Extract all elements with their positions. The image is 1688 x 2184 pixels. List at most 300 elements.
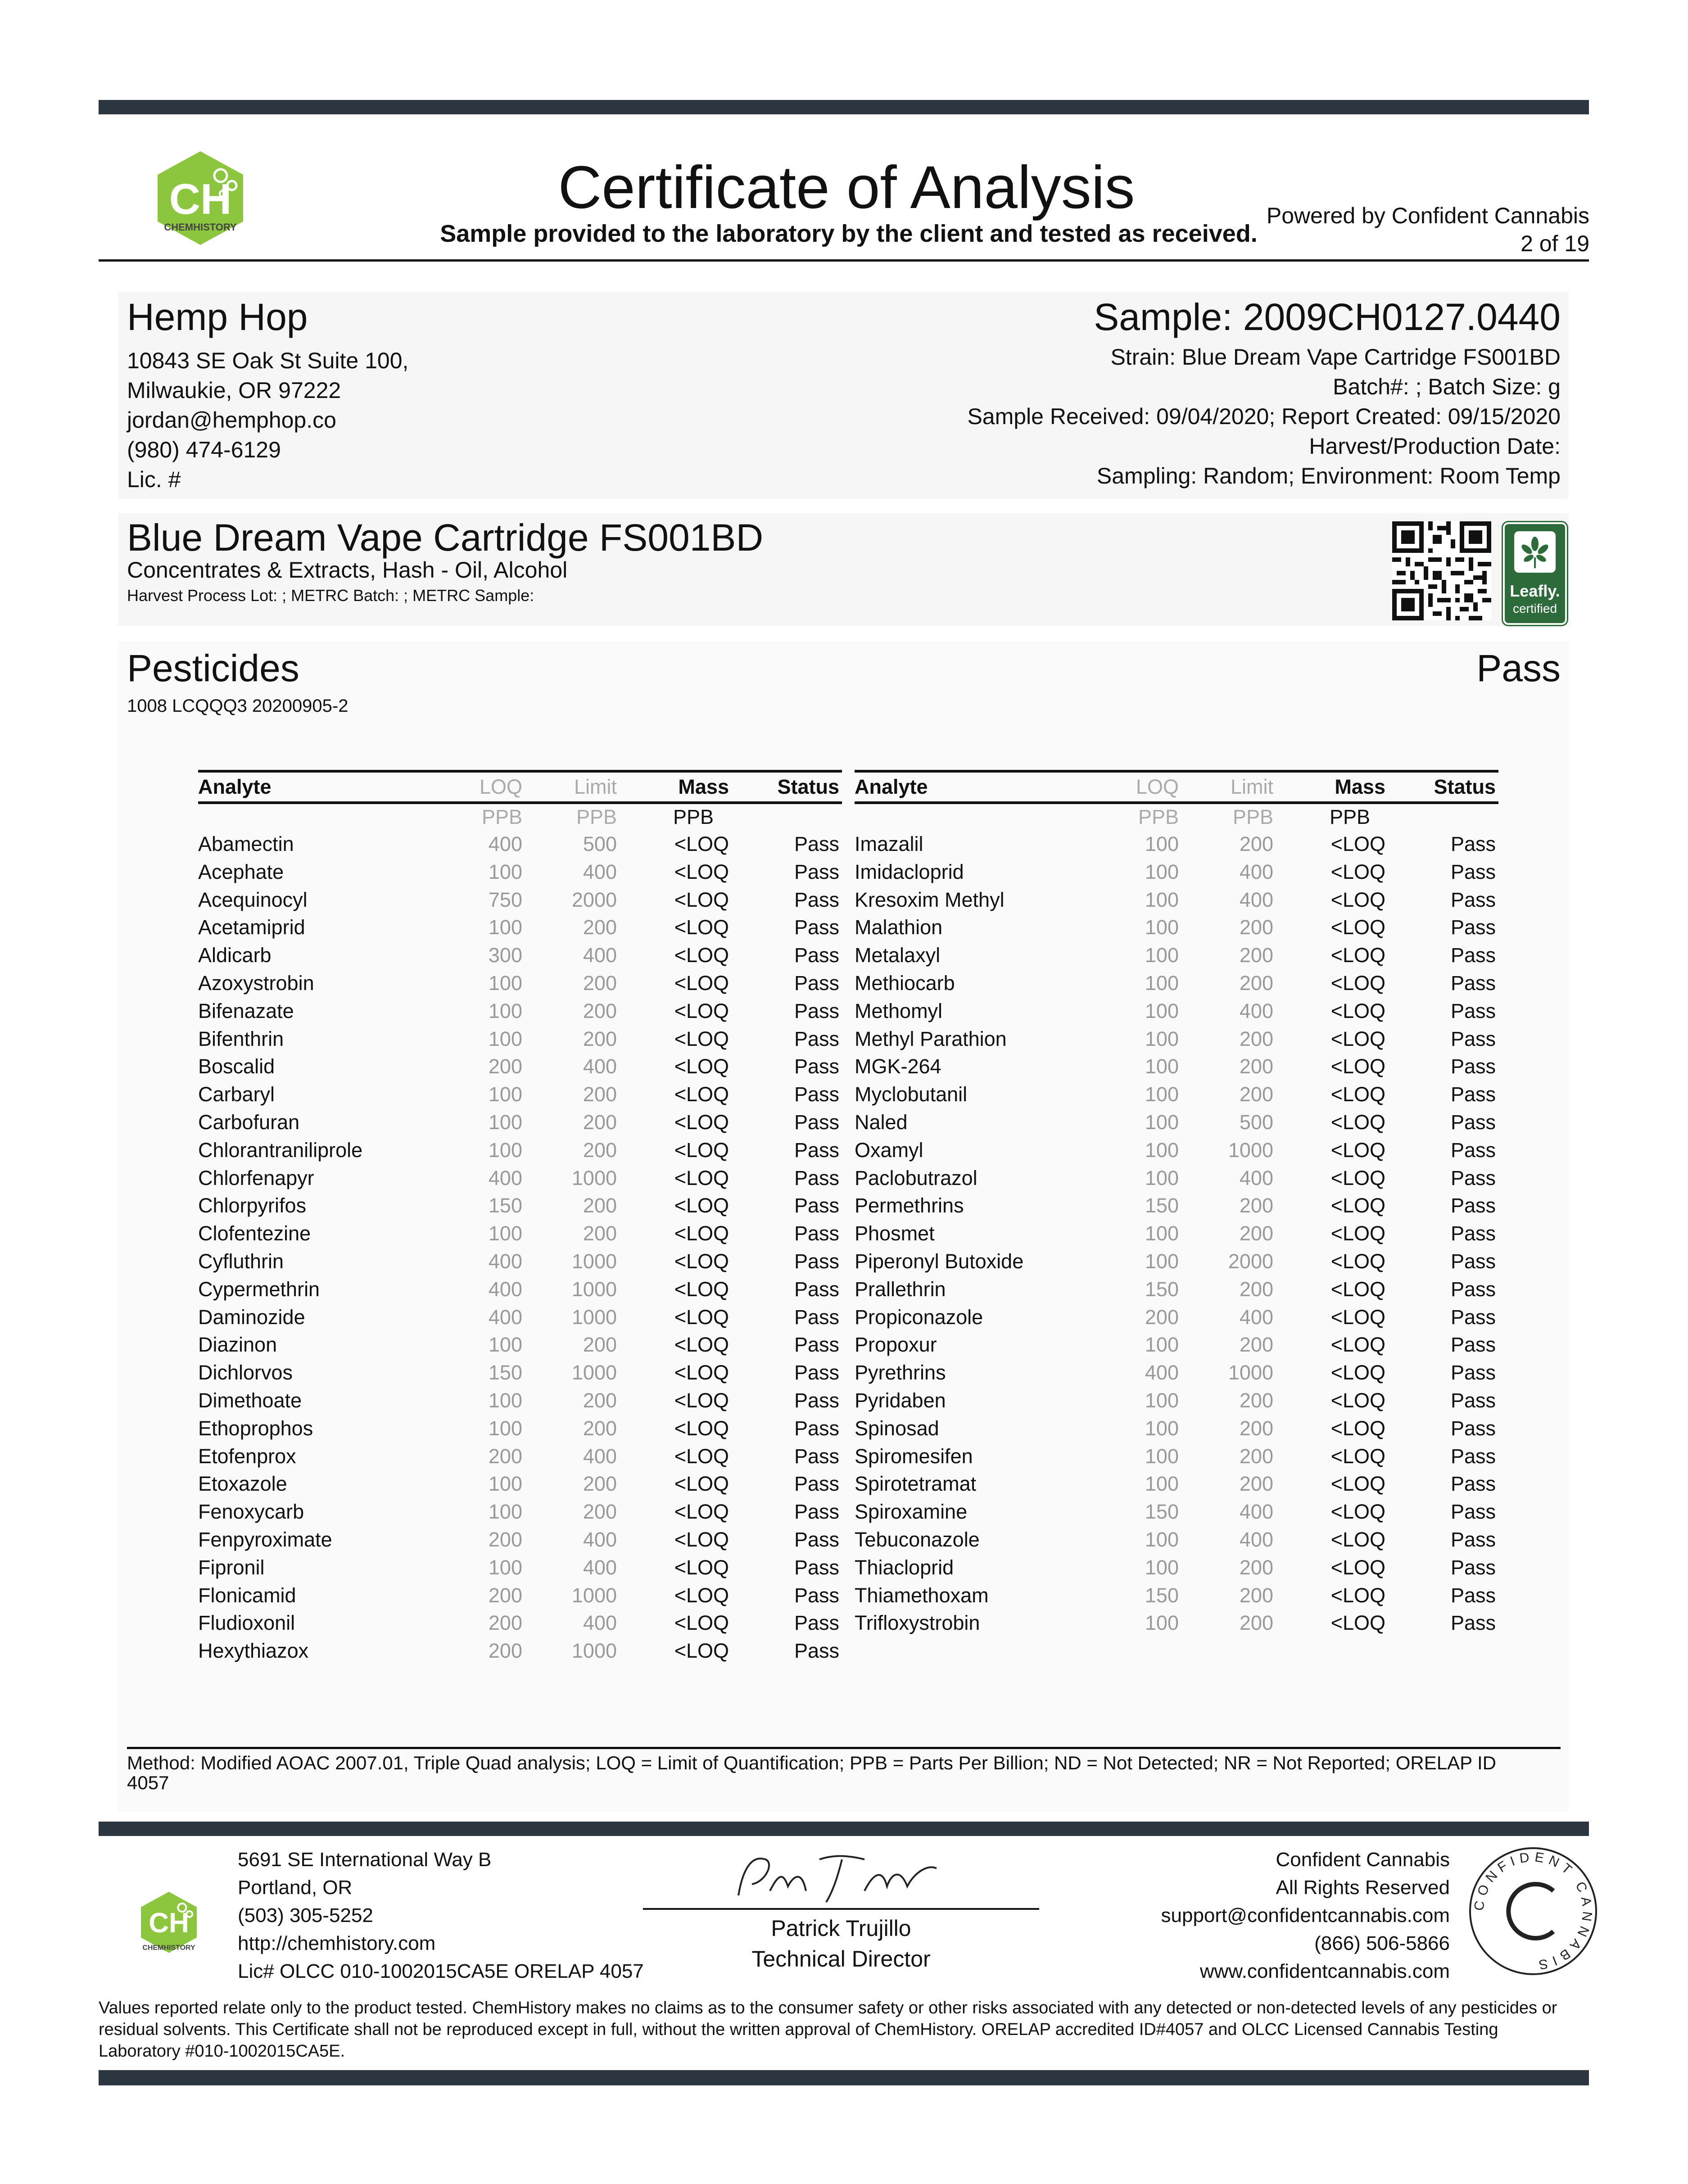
table-row — [855, 969, 1498, 997]
mass-cell: <LOQ — [674, 1138, 729, 1162]
col-loq: LOQ — [1134, 771, 1179, 803]
mass-cell: <LOQ — [674, 944, 729, 967]
mass-cell: <LOQ — [1330, 1528, 1385, 1551]
loq-cell: 150 — [1145, 1277, 1179, 1301]
limit-cell: 200 — [1239, 1611, 1273, 1635]
analyte-cell: Daminozide — [198, 1305, 305, 1329]
loq-cell: 400 — [488, 832, 522, 855]
table-row — [198, 1275, 842, 1303]
loq-cell: 400 — [488, 1277, 522, 1301]
analyte-cell: Piperonyl Butoxide — [855, 1249, 1024, 1273]
analyte-cell: Propoxur — [855, 1333, 937, 1357]
status-cell: Pass — [794, 832, 839, 855]
limit-cell: 200 — [1239, 832, 1273, 855]
cc-phone: (866) 506-5866 — [1314, 1932, 1450, 1954]
product-lots: Harvest Process Lot: ; METRC Batch: ; METRC Sample: — [127, 586, 534, 605]
loq-cell: 100 — [488, 916, 522, 939]
limit-cell: 400 — [583, 1555, 617, 1579]
analyte-cell: Chlorantraniliprole — [198, 1138, 363, 1162]
bottom-bar — [99, 2070, 1589, 2085]
status-cell: Pass — [1450, 1027, 1496, 1050]
method-note-line2: 4057 — [127, 1772, 169, 1793]
loq-cell: 100 — [1145, 1083, 1179, 1106]
analyte-cell: Propiconazole — [855, 1305, 983, 1329]
table-row — [198, 1248, 842, 1275]
mass-cell: <LOQ — [674, 1388, 729, 1412]
footer-top-bar — [99, 1822, 1589, 1836]
table-row — [855, 1359, 1498, 1387]
loq-cell: 100 — [1145, 1416, 1179, 1440]
analyte-cell: Methomyl — [855, 999, 943, 1022]
table-row — [855, 1303, 1498, 1331]
mass-cell: <LOQ — [1330, 1166, 1385, 1189]
mass-cell: <LOQ — [1330, 1055, 1385, 1078]
mass-cell: <LOQ — [674, 1500, 729, 1524]
table-row — [855, 1442, 1498, 1470]
limit-cell: 200 — [583, 916, 617, 939]
table-row — [198, 1554, 842, 1582]
limit-cell: 200 — [1239, 1388, 1273, 1412]
loq-cell: 100 — [1145, 1472, 1179, 1496]
disclaimer-line3: Laboratory #010-1002015CA5E. — [99, 2042, 345, 2061]
table-row — [198, 1526, 842, 1554]
loq-cell: 200 — [1145, 1305, 1179, 1329]
status-cell: Pass — [1450, 1611, 1496, 1635]
status-cell: Pass — [794, 1500, 839, 1524]
limit-cell: 400 — [1239, 1500, 1273, 1524]
col-loq: LOQ — [477, 771, 522, 803]
table-row — [198, 1108, 842, 1136]
mass-cell: <LOQ — [1330, 1472, 1385, 1496]
pesticides-batch-code: 1008 LCQQQ3 20200905-2 — [127, 696, 348, 716]
unit-loq: PPB — [1138, 805, 1179, 828]
table-units-row — [198, 803, 842, 830]
col-status: Status — [1385, 771, 1498, 803]
analyte-cell: Carbofuran — [198, 1110, 300, 1134]
signature-line — [643, 1908, 1039, 1910]
footer-logo-name: CHEMHISTORY — [142, 1944, 195, 1952]
cc-rights: All Rights Reserved — [1276, 1877, 1450, 1899]
status-cell: Pass — [1450, 1194, 1496, 1217]
analyte-cell: Spinosad — [855, 1416, 939, 1440]
analyte-cell: Methyl Parathion — [855, 1027, 1007, 1050]
analyte-cell: MGK-264 — [855, 1055, 941, 1078]
unit-loq: PPB — [481, 805, 522, 828]
loq-cell: 100 — [488, 1500, 522, 1524]
sample-dates: Sample Received: 09/04/2020; Report Created: 09/15/2020 — [967, 404, 1561, 429]
analyte-cell: Imidacloprid — [855, 860, 964, 883]
table-row — [198, 1470, 842, 1498]
status-cell: Pass — [794, 1277, 839, 1301]
limit-cell: 500 — [583, 832, 617, 855]
confident-cannabis-seal — [1468, 1846, 1598, 1976]
loq-cell: 200 — [488, 1055, 522, 1078]
limit-cell: 200 — [583, 1110, 617, 1134]
table-row — [198, 1415, 842, 1442]
loq-cell: 100 — [1145, 1333, 1179, 1357]
status-cell: Pass — [1450, 999, 1496, 1022]
disclaimer-line2: residual solvents. This Certificate shall not be reproduced except in full, without the written approval of ChemHistory. ORELAP accredited ID#4057 and OLCC Licensed Cannabis Testing — [99, 2020, 1498, 2039]
status-cell: Pass — [1450, 1083, 1496, 1106]
limit-cell: 400 — [1239, 1305, 1273, 1329]
table-row — [198, 1637, 842, 1665]
client-phone: (980) 474-6129 — [127, 437, 281, 462]
limit-cell: 1000 — [571, 1277, 617, 1301]
col-limit: Limit — [522, 771, 617, 803]
table-row — [855, 1136, 1498, 1164]
analyte-cell: Carbaryl — [198, 1083, 275, 1106]
sample-sampling: Sampling: Random; Environment: Room Temp — [1096, 463, 1561, 488]
signature — [729, 1841, 946, 1909]
table-row — [198, 1220, 842, 1248]
table-row — [855, 1470, 1498, 1498]
status-cell: Pass — [794, 1305, 839, 1329]
loq-cell: 100 — [488, 971, 522, 995]
sample-batch: Batch#: ; Batch Size: g — [1333, 374, 1561, 399]
limit-cell: 200 — [1239, 1222, 1273, 1245]
analyte-cell: Flonicamid — [198, 1583, 296, 1607]
table-row — [855, 1498, 1498, 1526]
limit-cell: 200 — [583, 999, 617, 1022]
status-cell: Pass — [1450, 1555, 1496, 1579]
status-cell: Pass — [1450, 1166, 1496, 1189]
status-cell: Pass — [1450, 1416, 1496, 1440]
mass-cell: <LOQ — [1330, 1138, 1385, 1162]
logo-name: CHEMHISTORY — [164, 222, 237, 233]
limit-cell: 400 — [583, 1444, 617, 1468]
mass-cell: <LOQ — [1330, 1083, 1385, 1106]
analyte-cell: Acephate — [198, 860, 284, 883]
table-row — [855, 830, 1498, 858]
mass-cell: <LOQ — [674, 1333, 729, 1357]
limit-cell: 200 — [1239, 1027, 1273, 1050]
limit-cell: 400 — [583, 1528, 617, 1551]
analyte-cell: Thiacloprid — [855, 1555, 954, 1579]
limit-cell: 400 — [583, 944, 617, 967]
mass-cell: <LOQ — [674, 1416, 729, 1440]
table-row — [855, 1053, 1498, 1081]
cc-name: Confident Cannabis — [1276, 1849, 1450, 1871]
limit-cell: 200 — [1239, 1444, 1273, 1468]
limit-cell: 400 — [1239, 999, 1273, 1022]
table-row — [855, 1387, 1498, 1415]
loq-cell: 100 — [1145, 971, 1179, 995]
status-cell: Pass — [1450, 1333, 1496, 1357]
limit-cell: 200 — [1239, 1555, 1273, 1579]
mass-cell: <LOQ — [1330, 944, 1385, 967]
status-cell: Pass — [794, 1639, 839, 1663]
loq-cell: 200 — [488, 1583, 522, 1607]
limit-cell: 200 — [583, 1138, 617, 1162]
chemhistory-logo — [149, 149, 252, 252]
product-name: Blue Dream Vape Cartridge FS001BD — [127, 516, 764, 559]
status-cell: Pass — [794, 888, 839, 911]
analyte-cell: Aldicarb — [198, 944, 272, 967]
loq-cell: 100 — [1145, 1444, 1179, 1468]
status-cell: Pass — [794, 1388, 839, 1412]
analyte-cell: Permethrins — [855, 1194, 964, 1217]
table-row — [855, 941, 1498, 969]
analyte-cell: Pyridaben — [855, 1388, 946, 1412]
svg-text:CONFIDENT CANNABIS — [1471, 1849, 1595, 1973]
mass-cell: <LOQ — [1330, 971, 1385, 995]
loq-cell: 750 — [488, 888, 522, 911]
loq-cell: 100 — [1145, 1249, 1179, 1273]
table-row — [855, 858, 1498, 886]
loq-cell: 100 — [1145, 1222, 1179, 1245]
limit-cell: 1000 — [571, 1583, 617, 1607]
loq-cell: 300 — [488, 944, 522, 967]
limit-cell: 200 — [1239, 1416, 1273, 1440]
table-row — [855, 1108, 1498, 1136]
pesticides-table-right — [855, 770, 1498, 1637]
confident-cannabis-seal-icon — [1468, 1846, 1598, 1976]
status-cell: Pass — [794, 1166, 839, 1189]
mass-cell: <LOQ — [1330, 1333, 1385, 1357]
mass-cell: <LOQ — [1330, 1444, 1385, 1468]
loq-cell: 150 — [1145, 1500, 1179, 1524]
status-cell: Pass — [794, 1138, 839, 1162]
limit-cell: 2000 — [1228, 1249, 1273, 1273]
limit-cell: 200 — [1239, 1055, 1273, 1078]
signer-name: Patrick Trujillo — [771, 1916, 911, 1941]
qr-code[interactable] — [1392, 521, 1491, 620]
client-email: jordan@hemphop.co — [127, 407, 336, 433]
table-row — [198, 858, 842, 886]
limit-cell: 200 — [583, 1083, 617, 1106]
cc-email[interactable]: support@confidentcannabis.com — [1161, 1904, 1450, 1926]
status-cell: Pass — [1450, 971, 1496, 995]
limit-cell: 200 — [1239, 916, 1273, 939]
loq-cell: 100 — [488, 860, 522, 883]
analyte-cell: Chlorpyrifos — [198, 1194, 307, 1217]
table-row — [198, 886, 842, 914]
analyte-cell: Thiamethoxam — [855, 1583, 989, 1607]
status-cell: Pass — [1450, 1277, 1496, 1301]
limit-cell: 500 — [1239, 1110, 1273, 1134]
analyte-cell: Clofentezine — [198, 1222, 311, 1245]
table-row — [198, 1442, 842, 1470]
powered-by: Powered by Confident Cannabis — [1266, 203, 1589, 228]
table-row — [198, 830, 842, 858]
loq-cell: 100 — [1145, 916, 1179, 939]
status-cell: Pass — [1450, 1472, 1496, 1496]
status-cell: Pass — [794, 860, 839, 883]
analyte-cell: Oxamyl — [855, 1138, 923, 1162]
mass-cell: <LOQ — [674, 1027, 729, 1050]
status-cell: Pass — [794, 971, 839, 995]
analyte-cell: Paclobutrazol — [855, 1166, 978, 1189]
status-cell: Pass — [1450, 944, 1496, 967]
table-row — [855, 1526, 1498, 1554]
mass-cell: <LOQ — [674, 1110, 729, 1134]
table-row — [198, 1331, 842, 1359]
limit-cell: 200 — [1239, 1583, 1273, 1607]
mass-cell: <LOQ — [674, 1055, 729, 1078]
mass-cell: <LOQ — [1330, 916, 1385, 939]
limit-cell: 200 — [1239, 944, 1273, 967]
loq-cell: 100 — [488, 1027, 522, 1050]
mass-cell: <LOQ — [674, 1361, 729, 1384]
mass-cell: <LOQ — [674, 1083, 729, 1106]
limit-cell: 200 — [1239, 1472, 1273, 1496]
client-address2: Milwaukie, OR 97222 — [127, 378, 341, 403]
lab-url[interactable]: http://chemhistory.com — [238, 1932, 436, 1954]
mass-cell: <LOQ — [1330, 1388, 1385, 1412]
status-cell: Pass — [1450, 1249, 1496, 1273]
analyte-cell: Dichlorvos — [198, 1361, 293, 1384]
analyte-cell: Bifenazate — [198, 999, 294, 1022]
pesticides-result: Pass — [1476, 647, 1561, 689]
leafly-label: Leafly. — [1510, 582, 1560, 600]
loq-cell: 400 — [1145, 1361, 1179, 1384]
lab-address1: 5691 SE International Way B — [238, 1849, 492, 1871]
analyte-cell: Pyrethrins — [855, 1361, 946, 1384]
status-cell: Pass — [794, 1528, 839, 1551]
signer-title: Technical Director — [751, 1946, 931, 1971]
limit-cell: 200 — [1239, 1083, 1273, 1106]
analyte-cell: Fludioxonil — [198, 1611, 295, 1635]
mass-cell: <LOQ — [674, 832, 729, 855]
limit-cell: 1000 — [1228, 1361, 1273, 1384]
sample-harvest-date: Harvest/Production Date: — [1309, 434, 1561, 459]
table-row — [855, 1331, 1498, 1359]
status-cell: Pass — [1450, 1388, 1496, 1412]
limit-cell: 400 — [583, 860, 617, 883]
disclaimer-line1: Values reported relate only to the product tested. ChemHistory makes no claims as to the consumer safety or other risks associated with any detected or non-detected levels of any pesticides or — [99, 1999, 1557, 2017]
limit-cell: 200 — [583, 1388, 617, 1412]
pesticides-title: Pesticides — [127, 647, 299, 689]
table-row — [198, 1136, 842, 1164]
qr-code-icon — [1392, 521, 1491, 620]
loq-cell: 100 — [488, 1416, 522, 1440]
col-analyte: Analyte — [855, 771, 1134, 803]
status-cell: Pass — [1450, 1528, 1496, 1551]
header-rule — [99, 259, 1589, 262]
analyte-cell: Phosmet — [855, 1222, 935, 1245]
lab-phone: (503) 305-5252 — [238, 1904, 373, 1926]
mass-cell: <LOQ — [1330, 999, 1385, 1022]
table-row — [855, 1275, 1498, 1303]
mass-cell: <LOQ — [674, 999, 729, 1022]
footer-logo-letters: CH — [149, 1908, 189, 1939]
analyte-cell: Methiocarb — [855, 971, 955, 995]
table-row — [198, 1192, 842, 1220]
limit-cell: 200 — [583, 1472, 617, 1496]
mass-cell: <LOQ — [1330, 1249, 1385, 1273]
analyte-cell: Malathion — [855, 916, 943, 939]
loq-cell: 100 — [488, 1110, 522, 1134]
limit-cell: 2000 — [571, 888, 617, 911]
leafly-certified-badge — [1503, 522, 1567, 625]
mass-cell: <LOQ — [674, 1194, 729, 1217]
loq-cell: 150 — [488, 1194, 522, 1217]
table-row — [198, 913, 842, 941]
table-row — [855, 1248, 1498, 1275]
table-units-row — [855, 803, 1498, 830]
loq-cell: 100 — [488, 999, 522, 1022]
loq-cell: 100 — [1145, 1555, 1179, 1579]
status-cell: Pass — [794, 1110, 839, 1134]
mass-cell: <LOQ — [1330, 1027, 1385, 1050]
unit-mass: PPB — [673, 805, 714, 828]
seal-text: CONFIDENT CANNABIS — [1471, 1849, 1595, 1973]
table-row — [198, 1081, 842, 1108]
client-license: Lic. # — [127, 467, 181, 492]
mass-cell: <LOQ — [674, 1305, 729, 1329]
loq-cell: 100 — [1145, 944, 1179, 967]
limit-cell: 200 — [1239, 971, 1273, 995]
status-cell: Pass — [1450, 888, 1496, 911]
page-title: Certificate of Analysis — [558, 154, 1135, 221]
status-cell: Pass — [794, 1333, 839, 1357]
status-cell: Pass — [794, 1222, 839, 1245]
cc-url[interactable]: www.confidentcannabis.com — [1199, 1960, 1450, 1982]
loq-cell: 200 — [488, 1611, 522, 1635]
table-row — [855, 1609, 1498, 1637]
loq-cell: 200 — [488, 1528, 522, 1551]
limit-cell: 200 — [583, 1027, 617, 1050]
mass-cell: <LOQ — [1330, 888, 1385, 911]
table-row — [198, 1053, 842, 1081]
analyte-cell: Spiromesifen — [855, 1444, 973, 1468]
limit-cell: 400 — [583, 1611, 617, 1635]
table-header-row — [198, 771, 842, 803]
status-cell: Pass — [1450, 1110, 1496, 1134]
analyte-cell: Fenoxycarb — [198, 1500, 304, 1524]
loq-cell: 100 — [1145, 1110, 1179, 1134]
mass-cell: <LOQ — [674, 1583, 729, 1607]
mass-cell: <LOQ — [1330, 1416, 1385, 1440]
limit-cell: 1000 — [1228, 1138, 1273, 1162]
loq-cell: 100 — [488, 1388, 522, 1412]
status-cell: Pass — [1450, 916, 1496, 939]
mass-cell: <LOQ — [1330, 860, 1385, 883]
table-row — [855, 1582, 1498, 1610]
mass-cell: <LOQ — [674, 1277, 729, 1301]
unit-limit: PPB — [576, 805, 617, 828]
method-note-line1: Method: Modified AOAC 2007.01, Triple Quad analysis; LOQ = Limit of Quantification; PPB = Parts Per Billion; ND = Not Detected; NR = Not Reported; ORELAP ID — [127, 1752, 1497, 1773]
product-category: Concentrates & Extracts, Hash - Oil, Alcohol — [127, 557, 568, 583]
mass-cell: <LOQ — [674, 1555, 729, 1579]
lab-license: Lic# OLCC 010-1002015CA5E ORELAP 4057 — [238, 1960, 644, 1982]
limit-cell: 400 — [1239, 888, 1273, 911]
limit-cell: 1000 — [571, 1249, 617, 1273]
leafly-certified-label: certified — [1512, 601, 1557, 615]
col-status: Status — [729, 771, 842, 803]
analyte-cell: Etoxazole — [198, 1472, 287, 1496]
analyte-cell: Imazalil — [855, 832, 923, 855]
status-cell: Pass — [794, 1361, 839, 1384]
mass-cell: <LOQ — [674, 971, 729, 995]
limit-cell: 200 — [1239, 1277, 1273, 1301]
analyte-cell: Hexythiazox — [198, 1639, 309, 1663]
col-analyte: Analyte — [198, 771, 477, 803]
loq-cell: 100 — [1145, 1166, 1179, 1189]
client-name: Hemp Hop — [127, 296, 308, 338]
mass-cell: <LOQ — [1330, 1555, 1385, 1579]
status-cell: Pass — [1450, 1444, 1496, 1468]
status-cell: Pass — [794, 1083, 839, 1106]
limit-cell: 400 — [1239, 1166, 1273, 1189]
table-row — [198, 997, 842, 1025]
loq-cell: 100 — [488, 1083, 522, 1106]
mass-cell: <LOQ — [1330, 1611, 1385, 1635]
table-row — [855, 997, 1498, 1025]
table-row — [855, 1025, 1498, 1053]
analyte-cell: Fipronil — [198, 1555, 265, 1579]
analyte-cell: Myclobutanil — [855, 1083, 968, 1106]
